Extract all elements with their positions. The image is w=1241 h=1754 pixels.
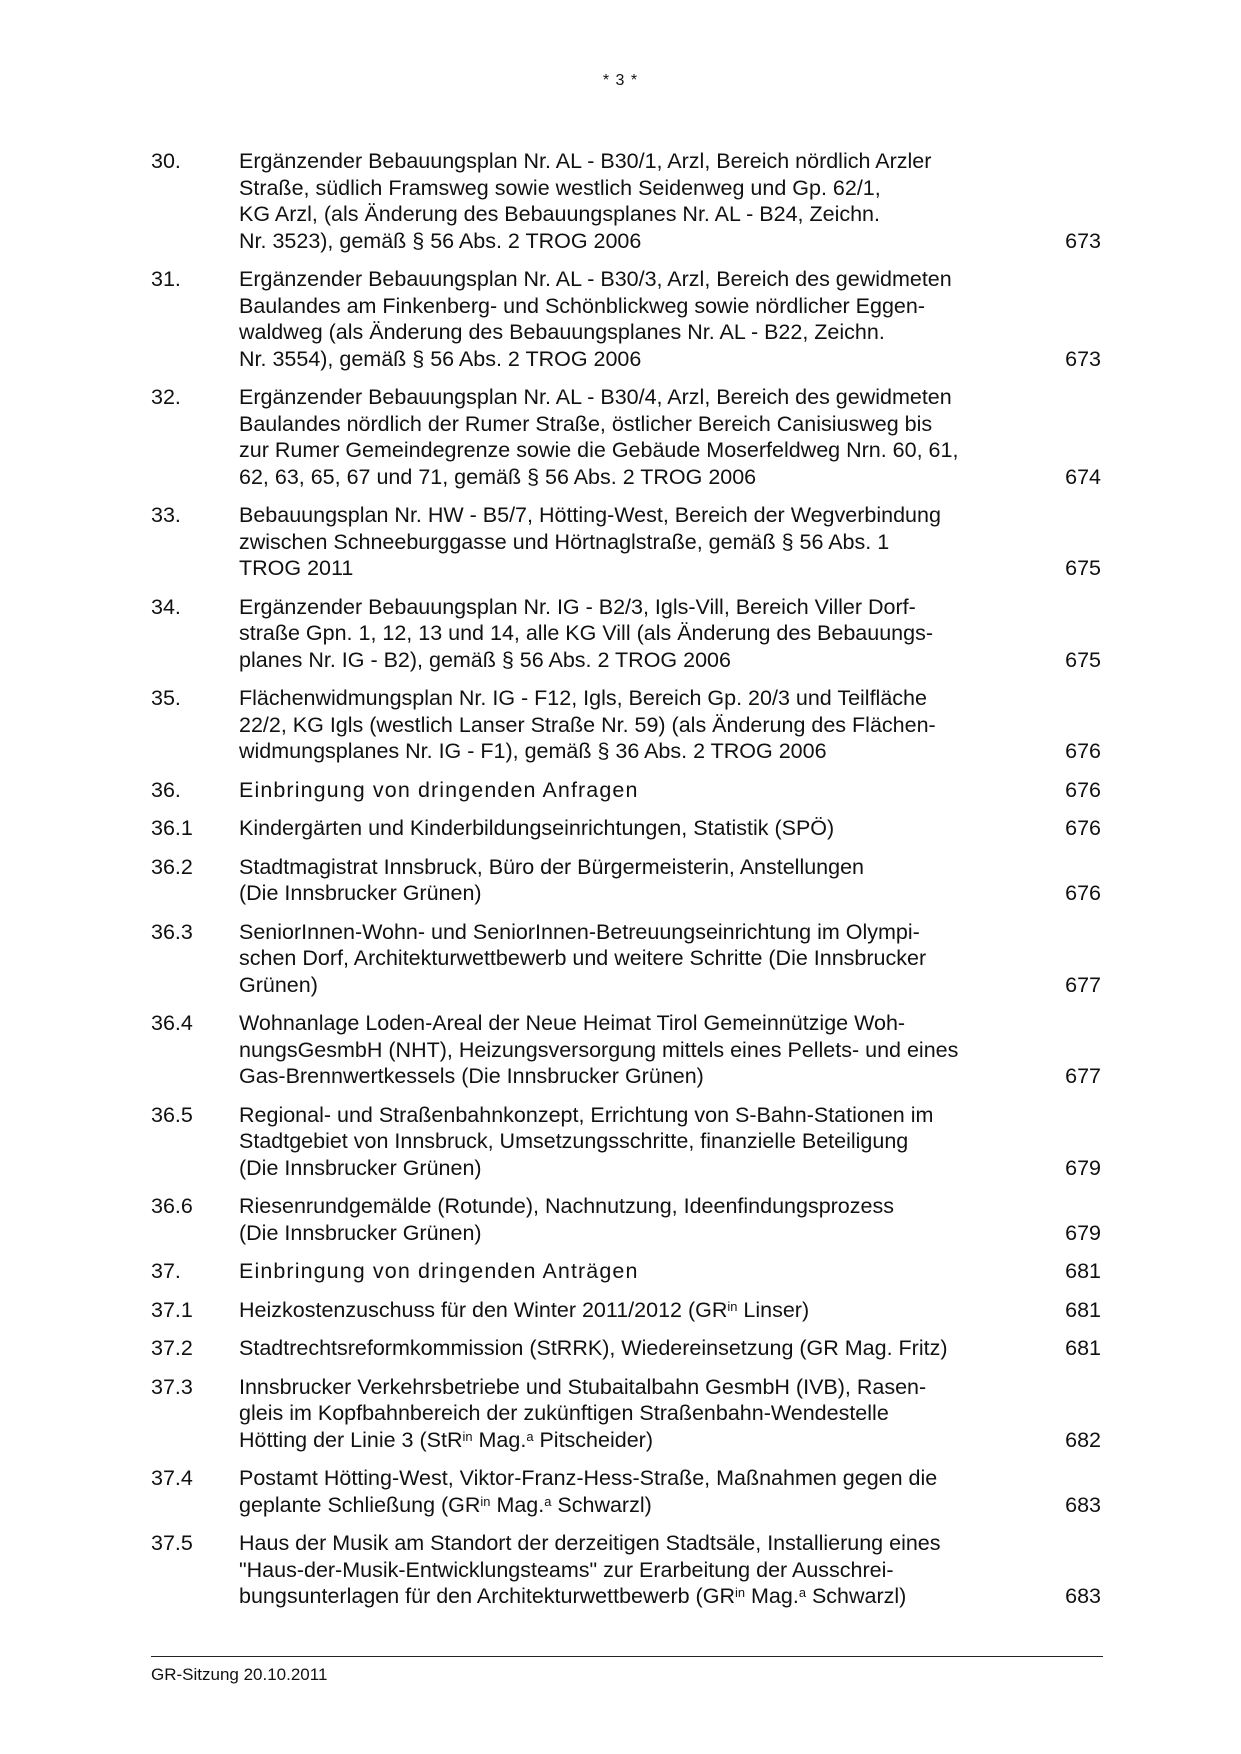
entry-title-line: Einbringung von dringenden Anträgen — [239, 1259, 639, 1283]
entry-page-number: 679 — [1065, 1155, 1101, 1180]
toc-entry — [151, 1258, 1101, 1285]
entry-title — [239, 777, 1059, 804]
toc-entry — [151, 1374, 1101, 1454]
entry-page-number: 673 — [1065, 228, 1101, 253]
toc-entry — [151, 919, 1101, 999]
toc-entry — [151, 594, 1101, 674]
entry-title-line: Innsbrucker Verkehrsbetriebe und Stubaitalbahn GesmbH (IVB), Rasen- — [239, 1374, 927, 1399]
entry-title — [239, 266, 1059, 372]
entry-title-line: Kindergärten und Kinderbildungseinrichtungen, Statistik (SPÖ) — [239, 816, 835, 840]
entry-title — [239, 1530, 1059, 1610]
toc-entry — [151, 1465, 1101, 1518]
entry-title — [239, 919, 1059, 999]
entry-title-line: planes Nr. IG - B2), gemäß § 56 Abs. 2 TROG 2006 — [239, 647, 731, 672]
entry-page-number: 675 — [1065, 647, 1101, 672]
toc-entry — [151, 266, 1101, 372]
page-number: * 3 * — [602, 72, 639, 89]
entry-title — [239, 854, 1059, 907]
entry-title — [239, 1297, 1059, 1324]
entry-title-line: Stadtmagistrat Innsbruck, Büro der Bürgermeisterin, Anstellungen — [239, 854, 865, 879]
text-segment: Linser) — [737, 1297, 810, 1322]
entry-title — [239, 1465, 1059, 1518]
toc-entry — [151, 685, 1101, 765]
toc-entry — [151, 815, 1101, 842]
entry-title — [239, 1335, 1059, 1362]
entry-title-line: Ergänzender Bebauungsplan Nr. IG - B2/3, Igls-Vill, Bereich Viller Dorf- — [239, 594, 916, 619]
entry-title-line: Haus der Musik am Standort der derzeitigen Stadtsäle, Installierung eines — [239, 1531, 941, 1555]
entry-title — [239, 815, 1059, 842]
entry-title-line — [239, 1492, 1059, 1519]
superscript: in — [734, 1585, 746, 1601]
text-segment: Mag. — [490, 1492, 545, 1517]
entry-page-number: 681 — [1065, 1297, 1101, 1322]
entry-title-line: KG Arzl, (als Änderung des Bebauungsplanes Nr. AL - B24, Zeichn. — [239, 202, 880, 226]
entry-page-number: 675 — [1065, 556, 1101, 580]
text-segment: Heizkostenzuschuss für den Winter 2011/2012 (GR — [239, 1297, 728, 1322]
superscript: in — [462, 1428, 473, 1444]
entry-title-line: (Die Innsbrucker Grünen) — [239, 1220, 482, 1245]
entry-title-line: Stadtrechtsreformkommission (StRRK), Wiedereinsetzung (GR Mag. Fritz) — [239, 1336, 948, 1360]
entry-title-line: Ergänzender Bebauungsplan Nr. AL - B30/1, Arzl, Bereich nördlich Arzler — [239, 149, 932, 173]
entry-page-number: 676 — [1065, 881, 1101, 905]
entry-title — [239, 384, 1059, 490]
entry-number: 36.3 — [151, 919, 193, 944]
text-segment: Mag. — [472, 1427, 527, 1452]
entry-page-number: 676 — [1065, 739, 1101, 763]
entry-title-line: Stadtgebiet von Innsbruck, Umsetzungsschritte, finanzielle Beteiligung — [239, 1129, 909, 1153]
entry-page-number: 683 — [1065, 1492, 1101, 1517]
entry-number: 35. — [151, 686, 181, 710]
entry-title-line: Baulandes nördlich der Rumer Straße, östlicher Bereich Canisiusweg bis — [239, 411, 933, 436]
toc-entry — [151, 1297, 1101, 1324]
entry-title-line: Regional- und Straßenbahnkonzept, Errichtung von S-Bahn-Stationen im — [239, 1102, 934, 1127]
entry-page-number: 676 — [1065, 777, 1101, 802]
toc-entry — [151, 502, 1101, 582]
entry-page-number: 682 — [1065, 1427, 1101, 1452]
entry-page-number: 683 — [1065, 1584, 1101, 1608]
entry-title-line: "Haus-der-Musik-Entwicklungsteams" zur Erarbeitung der Ausschrei- — [239, 1557, 894, 1582]
entry-title-line: Bebauungsplan Nr. HW - B5/7, Hötting-West, Bereich der Wegverbindung — [239, 503, 941, 527]
text-segment: Schwarzl) — [551, 1492, 652, 1517]
entry-title-line: Nr. 3523), gemäß § 56 Abs. 2 TROG 2006 — [239, 228, 642, 253]
entry-page-number: 674 — [1065, 464, 1101, 489]
entry-page-number: 677 — [1065, 972, 1101, 997]
toc-entry — [151, 1530, 1101, 1610]
toc-entry — [151, 384, 1101, 490]
entry-title-line: (Die Innsbrucker Grünen) — [239, 881, 482, 905]
entry-page-number: 679 — [1065, 1220, 1101, 1245]
superscript: in — [480, 1493, 491, 1509]
entry-title-line: waldweg (als Änderung des Bebauungsplanes Nr. AL - B22, Zeichn. — [239, 320, 885, 344]
entry-number: 36.2 — [151, 854, 193, 879]
entry-page-number: 673 — [1065, 346, 1101, 371]
text-segment: geplante Schließung (GR — [239, 1492, 481, 1517]
entry-title-line: Postamt Hötting-West, Viktor-Franz-Hess-Straße, Maßnahmen gegen die — [239, 1466, 938, 1490]
entry-title-line: 62, 63, 65, 67 und 71, gemäß § 56 Abs. 2 TROG 2006 — [239, 464, 757, 489]
entry-number: 30. — [151, 149, 181, 173]
entry-number: 37.2 — [151, 1336, 193, 1360]
toc-entry — [151, 1335, 1101, 1362]
toc-entry — [151, 1010, 1101, 1090]
footer-session-date: GR-Sitzung 20.10.2011 — [151, 1665, 328, 1684]
entry-title-line: TROG 2011 — [239, 556, 354, 580]
entry-title-line: gleis im Kopfbahnbereich der zukünftigen Straßenbahn-Wendestelle — [239, 1401, 889, 1425]
entry-title-line: SeniorInnen-Wohn- und SeniorInnen-Betreuungseinrichtung im Olympi- — [239, 919, 920, 944]
entry-number: 36.4 — [151, 1011, 193, 1035]
entry-number: 37.4 — [151, 1466, 193, 1490]
entry-title-line — [239, 1427, 1059, 1454]
entry-title-line: zur Rumer Gemeindegrenze sowie die Gebäude Moserfeldweg Nrn. 60, 61, — [239, 438, 959, 462]
toc-entry — [151, 1102, 1101, 1182]
toc-entry — [151, 148, 1101, 254]
entry-title — [239, 685, 1059, 765]
superscript: a — [798, 1585, 806, 1601]
entry-page-number: 681 — [1065, 1336, 1101, 1360]
entry-title-line: 22/2, KG Igls (westlich Lanser Straße Nr. 59) (als Änderung des Flächen- — [239, 712, 936, 737]
entry-title — [239, 1258, 1059, 1285]
text-segment: Schwarzl) — [805, 1584, 907, 1608]
toc-entry — [151, 854, 1101, 907]
entry-number: 31. — [151, 267, 181, 291]
entry-page-number: 677 — [1065, 1064, 1101, 1088]
text-segment: bungsunterlagen für den Architekturwettbewerb (GR — [239, 1584, 735, 1608]
text-segment: Hötting der Linie 3 (StR — [239, 1427, 463, 1452]
entry-title — [239, 148, 1059, 254]
entry-title-line: Grünen) — [239, 972, 318, 997]
entry-title-line: Ergänzender Bebauungsplan Nr. AL - B30/4, Arzl, Bereich des gewidmeten — [239, 385, 952, 409]
text-segment: Pitscheider) — [533, 1427, 653, 1452]
entry-number: 37.5 — [151, 1531, 193, 1555]
entry-title-line: Flächenwidmungsplan Nr. IG - F12, Igls, Bereich Gp. 20/3 und Teilfläche — [239, 686, 927, 710]
table-of-contents — [151, 148, 1101, 1622]
superscript: in — [727, 1298, 738, 1314]
entry-title-line: Gas-Brennwertkessels (Die Innsbrucker Grünen) — [239, 1064, 704, 1088]
entry-title — [239, 594, 1059, 674]
superscript: a — [526, 1428, 534, 1444]
footer-divider — [151, 1656, 1103, 1657]
entry-title — [239, 502, 1059, 582]
text-segment: Mag. — [745, 1584, 799, 1608]
toc-entry — [151, 1193, 1101, 1246]
superscript: a — [544, 1493, 552, 1509]
entry-title-line: straße Gpn. 1, 12, 13 und 14, alle KG Vill (als Änderung des Bebauungs- — [239, 621, 934, 645]
entry-number: 36.1 — [151, 816, 193, 840]
entry-number: 37.3 — [151, 1374, 193, 1399]
entry-title-line: Baulandes am Finkenberg- und Schönblickweg sowie nördlicher Eggen- — [239, 293, 926, 318]
entry-title-line: Einbringung von dringenden Anfragen — [239, 777, 639, 802]
entry-number: 36.6 — [151, 1194, 193, 1218]
entry-title-line: (Die Innsbrucker Grünen) — [239, 1155, 482, 1180]
entry-number: 37.1 — [151, 1297, 193, 1322]
entry-title-line: Ergänzender Bebauungsplan Nr. AL - B30/3, Arzl, Bereich des gewidmeten — [239, 267, 952, 291]
entry-title-line: widmungsplanes Nr. IG - F1), gemäß § 36 Abs. 2 TROG 2006 — [239, 739, 827, 763]
entry-title-line: Nr. 3554), gemäß § 56 Abs. 2 TROG 2006 — [239, 346, 642, 371]
entry-title-line: Straße, südlich Framsweg sowie westlich Seidenweg und Gp. 62/1, — [239, 175, 881, 200]
entry-title-line — [239, 1583, 1059, 1610]
toc-entry — [151, 777, 1101, 804]
entry-number: 33. — [151, 503, 181, 527]
entry-title-line: Wohnanlage Loden-Areal der Neue Heimat Tirol Gemeinnützige Woh- — [239, 1011, 906, 1035]
entry-title — [239, 1374, 1059, 1454]
entry-number: 36. — [151, 777, 181, 802]
entry-number: 34. — [151, 594, 181, 619]
entry-number: 37. — [151, 1259, 181, 1283]
entry-title-line: schen Dorf, Architekturwettbewerb und weitere Schritte (Die Innsbrucker — [239, 946, 927, 970]
entry-title-line: nungsGesmbH (NHT), Heizungsversorgung mittels eines Pellets- und eines — [239, 1037, 959, 1062]
entry-page-number: 681 — [1065, 1259, 1101, 1283]
entry-page-number: 676 — [1065, 816, 1101, 840]
entry-number: 36.5 — [151, 1102, 193, 1127]
entry-title-line: zwischen Schneeburggasse und Hörtnaglstraße, gemäß § 56 Abs. 1 — [239, 529, 890, 554]
entry-title — [239, 1010, 1059, 1090]
entry-number: 32. — [151, 385, 181, 409]
entry-title — [239, 1102, 1059, 1182]
entry-title-line — [239, 1297, 1059, 1324]
entry-title — [239, 1193, 1059, 1246]
entry-title-line: Riesenrundgemälde (Rotunde), Nachnutzung, Ideenfindungsprozess — [239, 1194, 894, 1218]
